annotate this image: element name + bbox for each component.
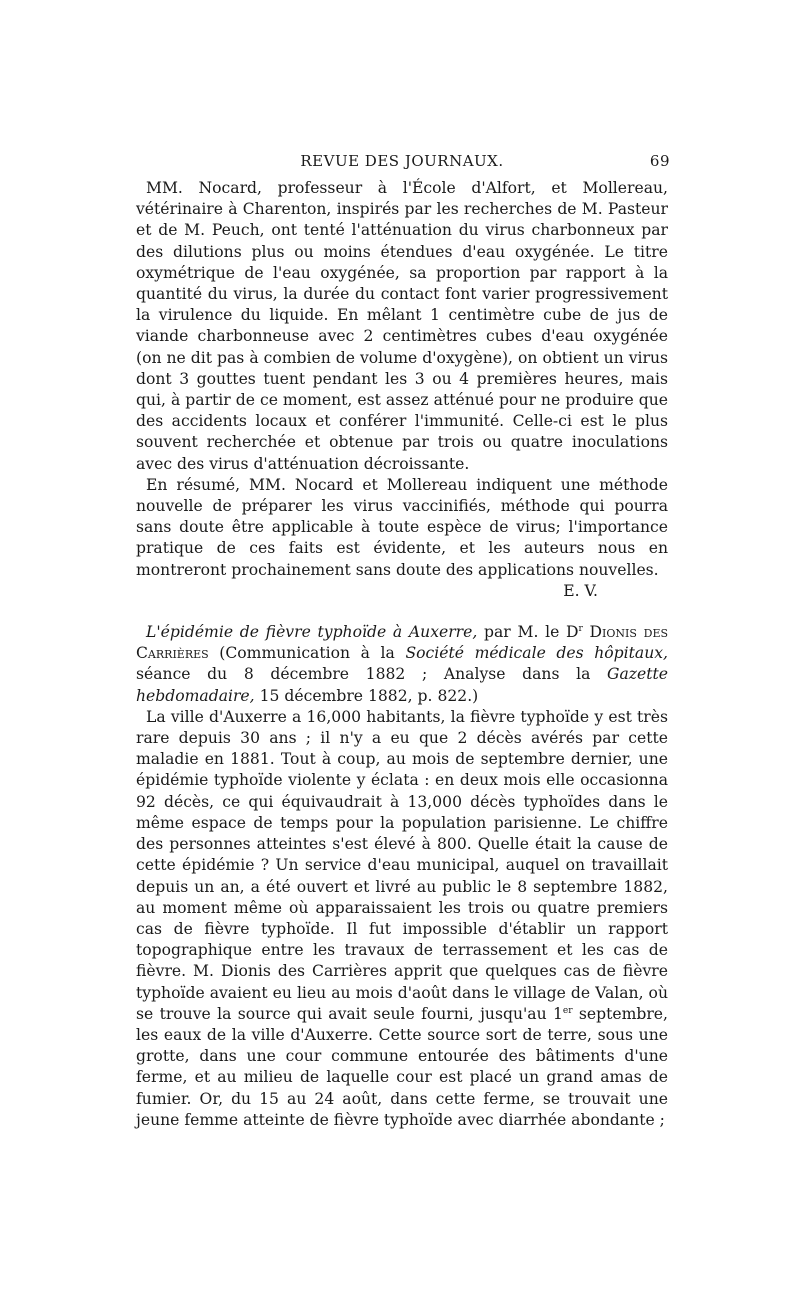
article2-heading (136, 622, 668, 707)
page-number: 69 (649, 152, 670, 170)
article1-paragraph-1: MM. Nocard, professeur à l'École d'Alfort, et Mollereau, vétérinaire à Charenton, inspirés par les recherches de M. Pasteur et de M. Peuch, ont tenté l'atténuation du virus charbonneux par des dilutions plus ou moins étendues d'eau oxygénée. Le titre oxymétrique de l'eau oxygénée, sa proportion par rapport à la quantité du virus, la durée du contact font varier progressivement la virulence du liquide. En mêlant 1 centimètre cube de jus de viande charbonneuse avec 2 centimètres cubes d'eau oxygénée (on ne dit pas à combien de volume d'oxygène), on obtient un virus dont 3 gouttes tuent pendant les 3 ou 4 premières heures, mais qui, à partir de ce moment, est assez atténué pour ne produire que des accidents locaux et conférer l'immunité. Celle-ci est le plus souvent recherchée et obtenue par trois ou quatre inoculations avec des virus d'atténuation décroissante. (136, 179, 668, 473)
running-title: REVUE DES JOURNAUX. (300, 152, 504, 170)
article2-title: L'épidémie de fièvre typhoïde à Auxerre, (146, 623, 478, 642)
running-header (136, 152, 668, 178)
article2-text-part-1: La ville d'Auxerre a 16,000 habitants, la fièvre typhoïde y est très rare depuis 30 ans ; il n'y a eu que 2 décès avérés par cette maladie en 1881. Tout à coup, au mois de septembre dernier, une épidémie typhoïde violente y éclata : en deux mois elle occasionna 92 décès, ce qui équivaudrait à 13,000 décès typhoïdes dans le même espace de temps pour la population parisienne. Le chiffre des personnes atteintes s'est élevé à 800. Quelle était la cause de cette épidémie ? Un service d'eau municipal, auquel on travaillait depuis un an, a été ouvert et livré au public le 8 septembre 1882, au moment même où apparaissaient les trois ou quatre premiers cas de fièvre typhoïde. Il fut impossible d'établir un rapport topographique entre les travaux de terrassement et les cas de fièvre. M. Dionis des Carrières apprit que quelques cas de fièvre typhoïde avaient eu lieu au mois d'août dans le village de Valan, où se trouve la source qui avait seule fourni, jusqu'au 1 (136, 707, 668, 1023)
article2-journal: Gazette hebdomadaire, (136, 665, 668, 705)
article2-by: par M. le D (477, 623, 579, 642)
article2-author: Dionis des Carrières (136, 623, 669, 663)
er-superscript: er (562, 1005, 573, 1016)
article1-paragraph-2: En résumé, MM. Nocard et Mollereau indiquent une méthode nouvelle de préparer les virus vaccinifiés, méthode qui pourra sans doute être applicable à toute espèce de virus; l'importance pratique de ces faits est évidente, et les auteurs nous en montreront prochainement sans doute des applications nouvelles. (136, 475, 668, 579)
article2-paragraph-1 (136, 707, 668, 1131)
article2-comm-prefix: (Communication à la (208, 644, 406, 663)
article2-text-part-2: septembre, les eaux de la ville d'Auxerre. Cette source sort de terre, sous une grotte, dans une cour commune entourée des bâtiments d'une ferme, et au milieu de laquelle cour est placé un grand amas de fumier. Or, du 15 au 24 août, dans cette ferme, se trouvait une jeune femme atteinte de fièvre typhoïde avec diarrhée abondante ; (136, 1004, 668, 1129)
page (136, 152, 668, 1131)
article2-society: Société médicale des hôpitaux, (405, 644, 668, 663)
article1-signature: E. V. (563, 581, 598, 600)
article2-comm-suffix: 15 décembre 1882, p. 822.) (254, 686, 479, 705)
dr-superscript: r (578, 623, 583, 634)
article2-comm-mid: séance du 8 décembre 1882 ; Analyse dans la (136, 665, 608, 684)
